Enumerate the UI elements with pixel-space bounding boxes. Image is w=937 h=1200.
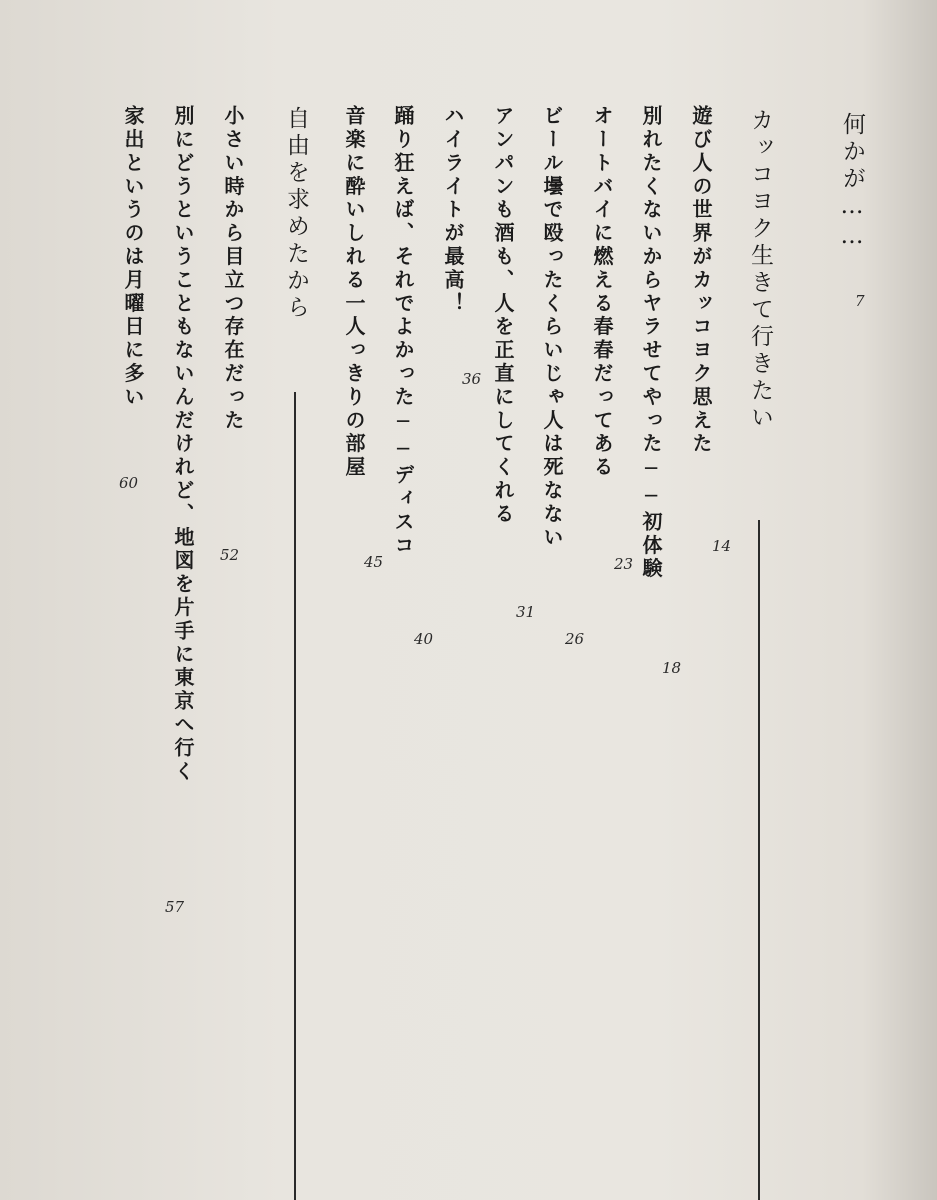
toc-prologue-title: 何かが…… [839,112,865,253]
chapter-2-rule [294,392,296,1200]
toc-entry: 家出というのは月曜日に多い [121,105,145,410]
toc-entry: オートバイに燃える春春だってある [590,105,614,480]
toc-entry-page: 57 [165,898,185,916]
toc-entry: アンパンも酒も、人を正直にしてくれる [491,105,515,527]
toc-entry-page: 14 [712,537,732,555]
toc-entry: 別れたくないからヤラせてやった──初体験 [639,105,663,581]
toc-entry-page: 36 [462,370,482,388]
toc-entry-page: 52 [220,546,240,564]
toc-entry: 小さい時から目立つ存在だった [221,105,245,433]
toc-entry-page: 31 [516,603,536,621]
toc-entry: 遊び人の世界がカッコヨク思えた [689,105,713,456]
toc-entry-page: 23 [614,555,634,573]
toc-prologue-page: 7 [855,292,865,310]
toc-entry-page: 40 [414,630,434,648]
chapter-1-rule [758,520,760,1200]
toc-entry: ハイライトが最高！ [441,105,465,316]
toc-entry-page: 26 [565,630,585,648]
toc-entry: ビール壜で殴ったくらいじゃ人は死なない [540,105,564,550]
toc-entry-page: 60 [119,474,139,492]
toc-entry: 別にどうということもないんだけれど、地図を片手に東京へ行く [171,105,195,784]
toc-entry-page: 18 [662,659,682,677]
chapter-1-title: カッコヨク生きて行きたい [747,108,773,432]
toc-entry: 踊り狂えば、それでよかった──ディスコ [391,105,415,558]
chapter-2-title: 自由を求めたから [283,106,309,322]
toc-entry-page: 45 [364,553,384,571]
toc-entry: 音楽に酔いしれる一人っきりの部屋 [342,105,366,480]
